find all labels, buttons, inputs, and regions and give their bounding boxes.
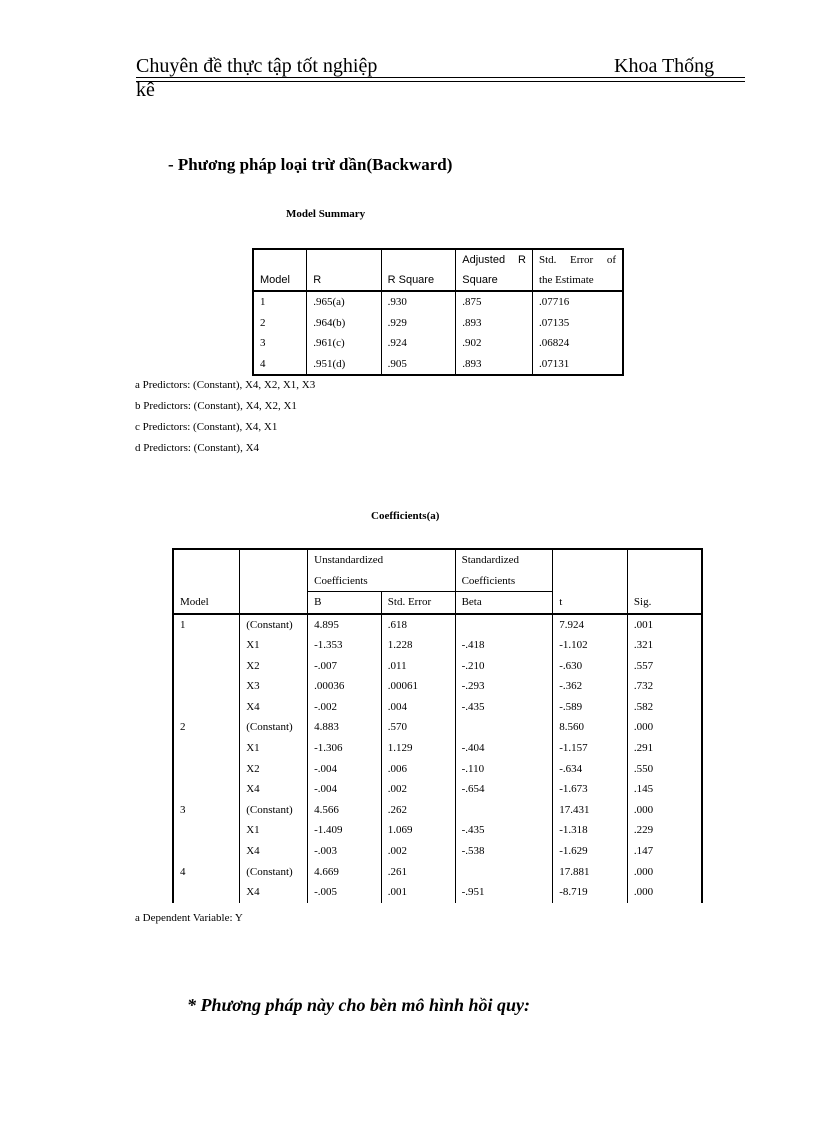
table-cell: X2 [240, 656, 308, 677]
table-cell [455, 717, 553, 738]
table-cell: -.007 [308, 656, 382, 677]
header-r: R [307, 270, 381, 291]
table-row [173, 635, 702, 656]
table-cell: X4 [240, 882, 308, 903]
table-cell: -1.629 [553, 841, 628, 862]
table-row [173, 820, 702, 841]
header-r-square: R Square [381, 270, 456, 291]
table-cell [173, 759, 240, 780]
table-cell: -.951 [455, 882, 553, 903]
header-unstandardized: Unstandardized [308, 549, 455, 571]
table-cell [455, 614, 553, 636]
table-cell: .893 [456, 354, 533, 376]
table-cell: X1 [240, 738, 308, 759]
table-cell: -.362 [553, 676, 628, 697]
header-continuation: kê [136, 79, 155, 101]
table-cell: 1 [173, 614, 240, 636]
table-cell: -1.318 [553, 820, 628, 841]
table-row [173, 862, 702, 883]
header-model: Model [173, 592, 240, 614]
table-row [173, 614, 702, 636]
header-beta: Beta [455, 592, 553, 614]
table-cell: 4 [253, 354, 307, 376]
table-cell: 4.883 [308, 717, 382, 738]
table-cell: -.654 [455, 779, 553, 800]
table-cell [173, 656, 240, 677]
header-t: t [553, 592, 628, 614]
table-cell: .557 [627, 656, 702, 677]
table-cell: (Constant) [240, 717, 308, 738]
table-cell: 1 [253, 291, 307, 313]
header-std-error: Std. Error of [532, 249, 623, 270]
table-cell: -.634 [553, 759, 628, 780]
table-cell: -.004 [308, 779, 382, 800]
table-cell: .550 [627, 759, 702, 780]
header-standardized-2: Coefficients [455, 571, 553, 592]
table-cell: X4 [240, 697, 308, 718]
footnote: b Predictors: (Constant), X4, X2, X1 [135, 400, 297, 412]
table-cell: -1.673 [553, 779, 628, 800]
table-cell [173, 635, 240, 656]
table-cell: X1 [240, 820, 308, 841]
table-cell: .06824 [532, 333, 623, 354]
table-cell: -1.353 [308, 635, 382, 656]
header-rule [136, 77, 745, 78]
table-cell: .07131 [532, 354, 623, 376]
footnote: c Predictors: (Constant), X4, X1 [135, 421, 278, 433]
table-cell: -.630 [553, 656, 628, 677]
table-cell [455, 800, 553, 821]
table-cell: -.435 [455, 697, 553, 718]
table-cell [173, 697, 240, 718]
table-cell: -.404 [455, 738, 553, 759]
table-cell: .964(b) [307, 313, 381, 334]
header-adjusted: Adjusted R [456, 249, 533, 270]
header-right: Khoa Thống [614, 55, 715, 77]
table-row [253, 313, 623, 334]
table-row [173, 800, 702, 821]
table-cell: .905 [381, 354, 456, 376]
table-row [173, 841, 702, 862]
table-cell: .07716 [532, 291, 623, 313]
table-cell: -.435 [455, 820, 553, 841]
table-cell: .000 [627, 717, 702, 738]
header-standardized: Standardized [455, 549, 553, 571]
table-header-row [253, 270, 623, 291]
table-row [173, 676, 702, 697]
table-cell: -.005 [308, 882, 382, 903]
header-adjusted-2: Square [456, 270, 533, 291]
table-cell: 1.129 [381, 738, 455, 759]
table-row [253, 291, 623, 313]
table-cell: .011 [381, 656, 455, 677]
table-cell: .582 [627, 697, 702, 718]
table-cell: -.293 [455, 676, 553, 697]
table-cell: 17.881 [553, 862, 628, 883]
table-header-row [253, 249, 623, 270]
table-cell: .000 [627, 882, 702, 903]
table-cell: X4 [240, 841, 308, 862]
header-rule-double [136, 81, 745, 82]
table-cell [173, 738, 240, 759]
table-cell: X1 [240, 635, 308, 656]
table-cell: .902 [456, 333, 533, 354]
table-header-row [173, 592, 702, 614]
table-cell [173, 882, 240, 903]
table-cell: .002 [381, 779, 455, 800]
header-std-error-2: the Estimate [532, 270, 623, 291]
table-row [173, 882, 702, 903]
table-cell: 7.924 [553, 614, 628, 636]
table-cell [173, 820, 240, 841]
table-row [173, 717, 702, 738]
table-cell [173, 841, 240, 862]
table-cell: .924 [381, 333, 456, 354]
table-row [253, 333, 623, 354]
table-cell: .004 [381, 697, 455, 718]
table-cell: 2 [173, 717, 240, 738]
table-cell: .261 [381, 862, 455, 883]
table-cell: -1.102 [553, 635, 628, 656]
section-heading: - Phương pháp loại trừ dần(Backward) [168, 155, 453, 174]
table-cell: 1.228 [381, 635, 455, 656]
table-cell: .732 [627, 676, 702, 697]
header-left: Chuyên đề thực tập tốt nghiệp [136, 55, 378, 77]
table-cell: .002 [381, 841, 455, 862]
table-row [173, 738, 702, 759]
table-cell: -.004 [308, 759, 382, 780]
table-cell: -.418 [455, 635, 553, 656]
table-cell: -.003 [308, 841, 382, 862]
table-cell: .000 [627, 862, 702, 883]
table-cell: .291 [627, 738, 702, 759]
table-cell: .00061 [381, 676, 455, 697]
table-cell: 17.431 [553, 800, 628, 821]
footnote: d Predictors: (Constant), X4 [135, 442, 260, 454]
table-cell: X3 [240, 676, 308, 697]
table-row [253, 354, 623, 376]
table-cell: .965(a) [307, 291, 381, 313]
table-cell: 3 [253, 333, 307, 354]
table-cell: 4.669 [308, 862, 382, 883]
table-cell: .001 [381, 882, 455, 903]
table-cell: (Constant) [240, 862, 308, 883]
table-cell: -.110 [455, 759, 553, 780]
table-cell: .00036 [308, 676, 382, 697]
table-cell: .618 [381, 614, 455, 636]
table-cell: .893 [456, 313, 533, 334]
table-cell: -1.157 [553, 738, 628, 759]
table-cell: X4 [240, 779, 308, 800]
table-cell: .961(c) [307, 333, 381, 354]
table-row [173, 697, 702, 718]
coefficients-title: Coefficients(a) [371, 510, 440, 522]
model-summary-table [252, 248, 624, 376]
table-cell: 1.069 [381, 820, 455, 841]
table-cell: .951(d) [307, 354, 381, 376]
table-cell: -1.306 [308, 738, 382, 759]
table-cell: (Constant) [240, 800, 308, 821]
header-b: B [308, 592, 382, 614]
coefficients-footnote: a Dependent Variable: Y [135, 912, 243, 924]
table-header-row [173, 549, 702, 571]
table-cell: X2 [240, 759, 308, 780]
table-cell: 3 [173, 800, 240, 821]
header-unstandardized-2: Coefficients [308, 571, 455, 592]
table-cell: -.002 [308, 697, 382, 718]
table-cell: .321 [627, 635, 702, 656]
coefficients-table [172, 548, 703, 903]
header-model: Model [253, 270, 307, 291]
table-cell: 4.566 [308, 800, 382, 821]
table-cell: .930 [381, 291, 456, 313]
table-cell: 8.560 [553, 717, 628, 738]
model-summary-title: Model Summary [286, 208, 366, 220]
table-cell: -1.409 [308, 820, 382, 841]
table-cell: .145 [627, 779, 702, 800]
table-row [173, 779, 702, 800]
table-cell: .001 [627, 614, 702, 636]
table-header-row [173, 571, 702, 592]
table-cell: .000 [627, 800, 702, 821]
table-cell: .07135 [532, 313, 623, 334]
table-cell: .147 [627, 841, 702, 862]
table-cell: (Constant) [240, 614, 308, 636]
header-std-error: Std. Error [381, 592, 455, 614]
table-cell: -8.719 [553, 882, 628, 903]
table-cell [173, 676, 240, 697]
table-cell: .262 [381, 800, 455, 821]
table-cell: .006 [381, 759, 455, 780]
table-cell: .570 [381, 717, 455, 738]
footnote: a Predictors: (Constant), X4, X2, X1, X3 [135, 379, 316, 391]
table-cell [173, 779, 240, 800]
table-cell: -.538 [455, 841, 553, 862]
table-row [173, 656, 702, 677]
table-cell: 4.895 [308, 614, 382, 636]
table-cell [455, 862, 553, 883]
table-row [173, 759, 702, 780]
table-cell: .229 [627, 820, 702, 841]
table-cell: -.210 [455, 656, 553, 677]
table-cell: -.589 [553, 697, 628, 718]
table-cell: .875 [456, 291, 533, 313]
header-sig: Sig. [627, 592, 702, 614]
table-cell: .929 [381, 313, 456, 334]
conclusion-text: * Phương pháp này cho bèn mô hình hồi quy: [187, 995, 531, 1015]
table-cell: 2 [253, 313, 307, 334]
table-cell: 4 [173, 862, 240, 883]
